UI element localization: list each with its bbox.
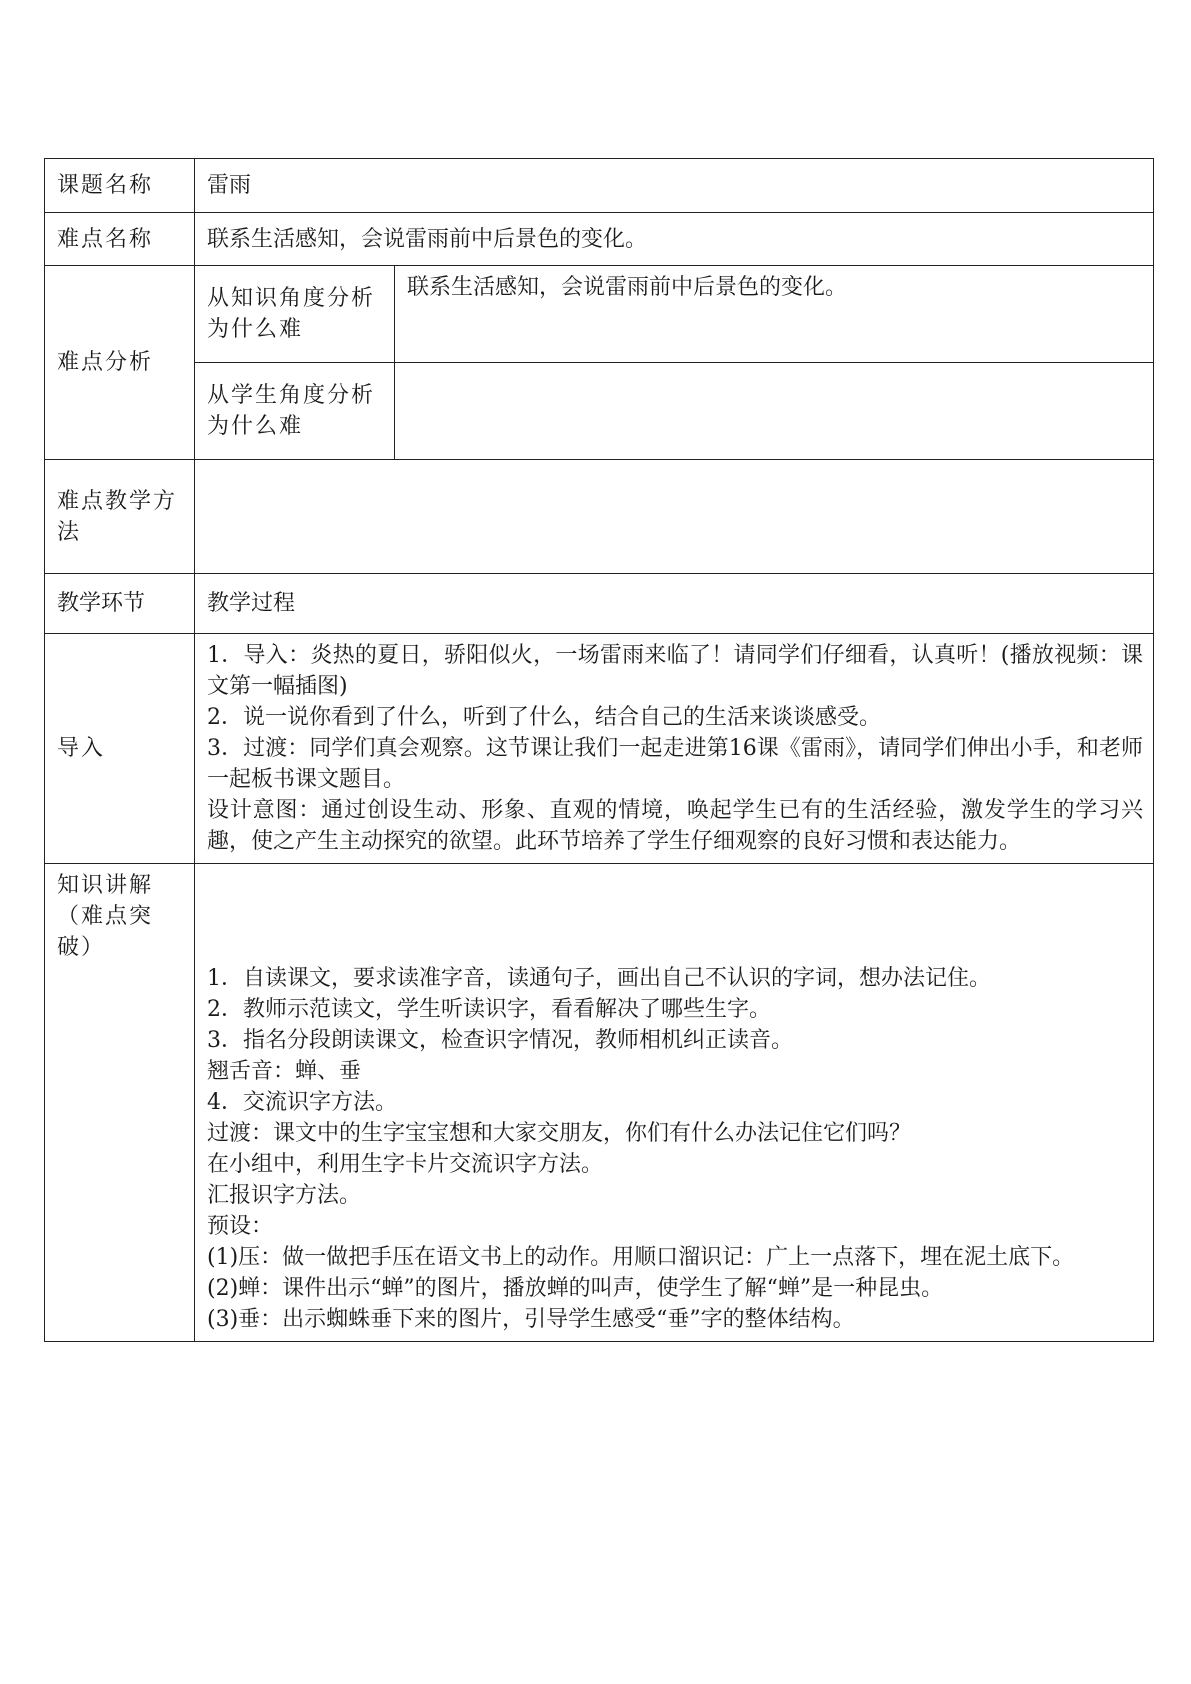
difficulty-row [45,213,1154,266]
intro-design-intent: 设计意图：通过创设生动、形象、直观的情境，唤起学生已有的生活经验，激发学生的学习兴趣，使之产生主动探究的欲望。此环节培养了学生仔细观察的良好习惯和表达能力。 [207,798,1143,854]
knowledge-paragraph: 翘舌音：蝉、垂 [207,1059,362,1084]
intro-content [195,634,1154,864]
topic-label: 课题名称 [45,159,195,213]
topic-row [45,159,1154,213]
knowledge-label: 知识讲解（难点突破） [45,864,195,1342]
intro-row [45,634,1154,864]
knowledge-row [45,864,1154,1342]
knowledge-content [195,864,1154,1342]
student-angle-label: 从学生角度分析为什么难 [195,363,395,460]
knowledge-paragraph: (1)压：做一做把手压在语文书上的动作。用顺口溜识记：广上一点落下，埋在泥土底下。 [207,1245,1075,1270]
knowledge-paragraph: 3．指名分段朗读课文，检查识字情况，教师相机纠正读音。 [207,1028,793,1053]
knowledge-paragraph: 4．交流识字方法。 [207,1090,397,1115]
lesson-plan-table [44,158,1154,1342]
student-angle-value [395,363,1154,460]
analysis-label: 难点分析 [45,266,195,460]
knowledge-paragraph: 汇报识字方法。 [207,1183,362,1208]
knowledge-angle-label: 从知识角度分析为什么难 [195,266,395,363]
knowledge-paragraph: 过渡：课文中的生字宝宝想和大家交朋友，你们有什么办法记住它们吗？ [207,1121,912,1146]
method-row [45,460,1154,574]
knowledge-paragraph: 在小组中，利用生字卡片交流识字方法。 [207,1152,604,1177]
intro-paragraph: 1．导入：炎热的夏日，骄阳似火，一场雷雨来临了！请同学们仔细看，认真听！(播放视频：课文第一幅插图) [207,643,1143,699]
knowledge-paragraph: 预设： [207,1214,274,1239]
header-row [45,574,1154,634]
intro-label: 导入 [45,634,195,864]
method-label: 难点教学方法 [45,460,195,574]
analysis-row-knowledge [45,266,1154,363]
stage-header: 教学环节 [45,574,195,634]
intro-paragraph: 2．说一说你看到了什么，听到了什么，结合自己的生活来谈谈感受。 [207,705,881,730]
analysis-row-student [45,363,1154,460]
process-header: 教学过程 [195,574,1154,634]
knowledge-paragraph: (2)蝉：课件出示“蝉”的图片，播放蝉的叫声，使学生了解“蝉”是一种昆虫。 [207,1276,944,1301]
knowledge-angle-value: 联系生活感知，会说雷雨前中后景色的变化。 [395,266,1154,363]
difficulty-value: 联系生活感知，会说雷雨前中后景色的变化。 [195,213,1154,266]
difficulty-label: 难点名称 [45,213,195,266]
knowledge-paragraph: 2．教师示范读文，学生听读识字，看看解决了哪些生字。 [207,997,771,1022]
blank-space [207,870,1143,963]
knowledge-paragraph: (3)垂：出示蜘蛛垂下来的图片，引导学生感受“垂”字的整体结构。 [207,1307,855,1332]
method-value [195,460,1154,574]
intro-paragraph: 3．过渡：同学们真会观察。这节课让我们一起走进第16课《雷雨》，请同学们伸出小手，和老师一起板书课文题目。 [207,736,1143,792]
topic-value: 雷雨 [195,159,1154,213]
knowledge-paragraph: 1．自读课文，要求读准字音，读通句子，画出自己不认识的字词，想办法记住。 [207,966,991,991]
